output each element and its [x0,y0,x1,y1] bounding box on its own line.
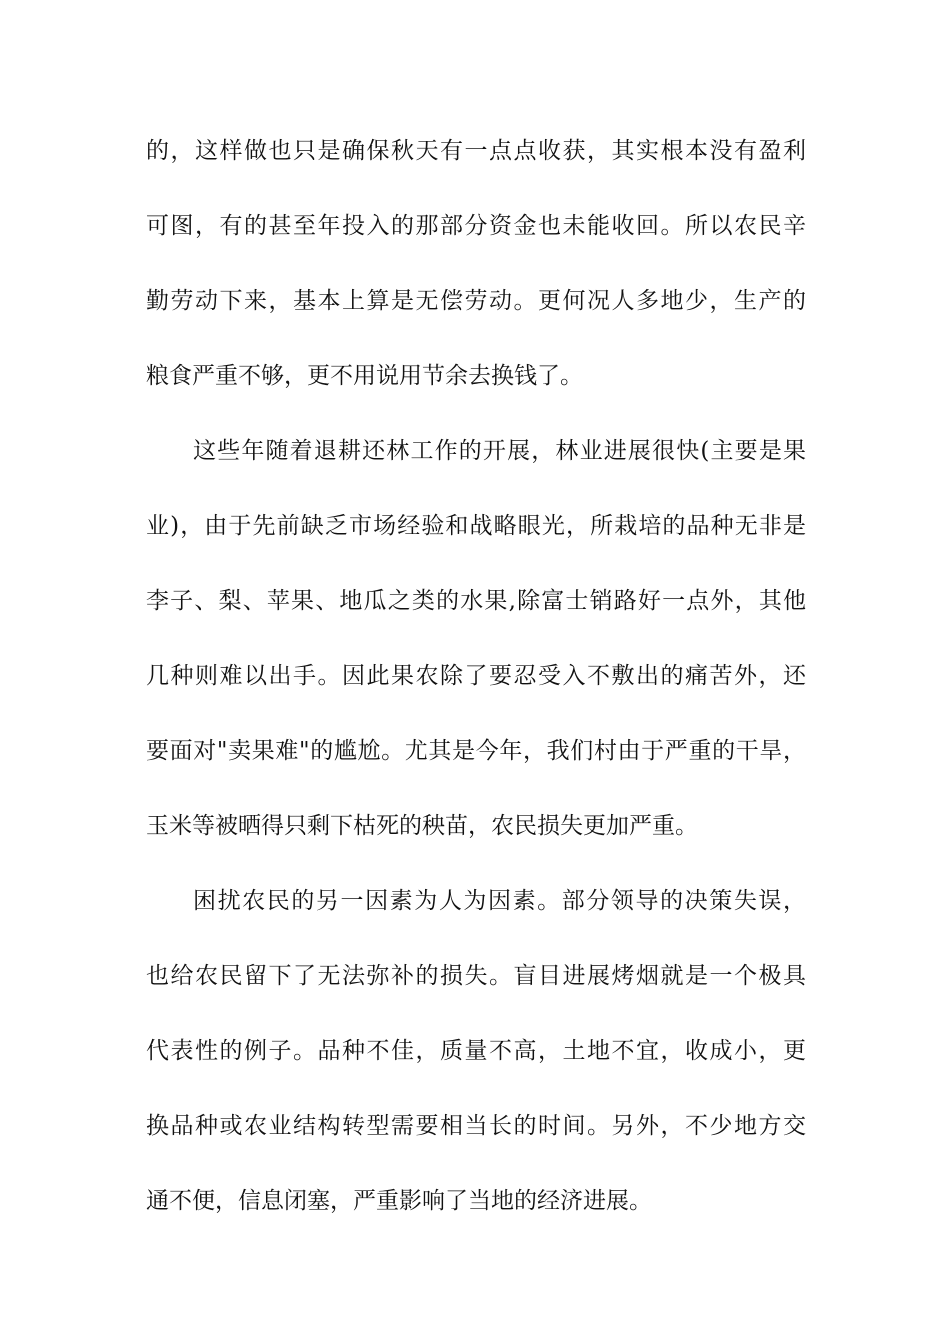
text-line: 也给农民留下了无法弥补的损失。盲目进展烤烟就是一个极具 [146,963,806,989]
text-line: 这些年随着退耕还林工作的开展，林业进展很快(主要是果 [193,438,806,464]
text-line: 勤劳动下来，基本上算是无偿劳动。更何况人多地少，生产的 [146,288,806,314]
text-line: 的，这样做也只是确保秋天有一点点收获，其实根本没有盈利 [146,138,806,164]
text-line: 玉米等被晒得只剩下枯死的秧苗，农民损失更加严重。 [146,813,698,839]
text-line: 困扰农民的另一因素为人为因素。部分领导的决策失误， [193,888,806,914]
text-line: 粮食严重不够，更不用说用节余去换钱了。 [146,363,583,389]
document-body [146,128,806,1253]
text-line: 换品种或农业结构转型需要相当长的时间。另外，不少地方交 [146,1113,806,1139]
text-line: 李子、梨、苹果、地瓜之类的水果,除富士销路好一点外，其他 [146,588,806,614]
text-line: 代表性的例子。品种不佳，质量不高，土地不宜，收成小，更 [146,1038,806,1064]
text-line: 通不便，信息闭塞，严重影响了当地的经济进展。 [146,1188,652,1214]
text-line: 业)，由于先前缺乏市场经验和战略眼光，所栽培的品种无非是 [146,513,806,539]
text-line: 可图，有的甚至年投入的那部分资金也未能收回。所以农民辛 [146,213,806,239]
text-line: 几种则难以出手。因此果农除了要忍受入不敷出的痛苦外，还 [146,663,806,689]
text-line: 要面对"卖果难"的尴尬。尤其是今年，我们村由于严重的干旱， [146,738,806,764]
